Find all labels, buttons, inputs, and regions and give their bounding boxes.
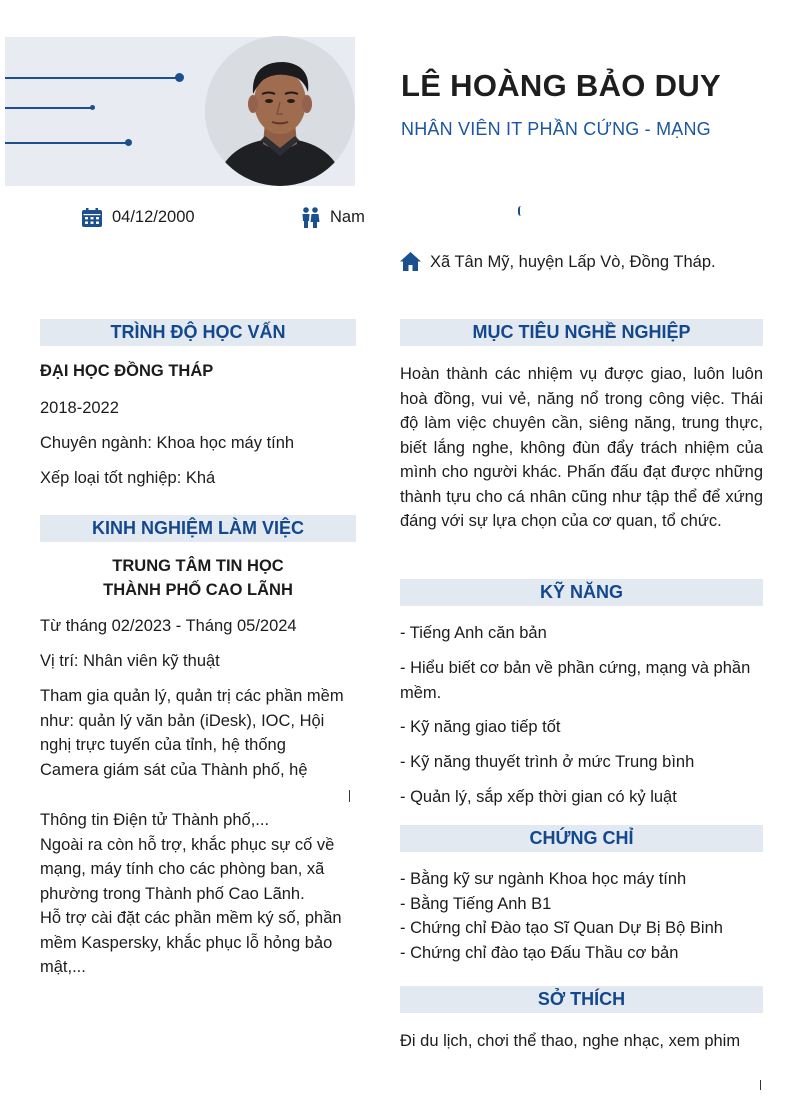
experience-heading: KINH NGHIỆM LÀM VIỆC [40, 515, 356, 542]
stray-mark [349, 790, 350, 802]
skill-item: - Kỹ năng giao tiếp tốt [400, 718, 561, 736]
education-grade: Xếp loại tốt nghiệp: Khá [40, 469, 216, 487]
decorative-line [5, 107, 93, 109]
certificate-item: - Chứng chỉ đào tạo Đấu Thầu cơ bản [400, 943, 679, 962]
company-name-line1: TRUNG TÂM TIN HỌC [112, 557, 284, 575]
people-icon [300, 206, 320, 228]
description-line: Thông tin Điện tử Thành phố,... [40, 811, 270, 829]
work-description-part2 [40, 808, 358, 980]
calendar-icon [82, 207, 102, 227]
certificate-item: - Bằng Tiếng Anh B1 [400, 894, 552, 913]
hobbies-heading: SỞ THÍCH [400, 986, 763, 1013]
person-name: LÊ HOÀNG BẢO DUY [401, 68, 721, 103]
description-line: mềm Kaspersky, khắc phục lỗ hỏng bảo [40, 933, 333, 952]
decorative-dot [125, 139, 132, 146]
description-line: Hỗ trợ cài đặt các phần mềm ký số, phần [40, 909, 342, 927]
certificates-list [400, 867, 763, 965]
skill-item: - Hiểu biết cơ bản về phần cứng, mạng và phần mềm. [400, 659, 751, 702]
description-line: mật,... [40, 958, 86, 976]
certificate-item: - Chứng chỉ Đào tạo Sĩ Quan Dự Bị Bộ Binh [400, 919, 723, 937]
skill-item: - Tiếng Anh căn bản [400, 624, 547, 642]
description-line: Camera giám sát của Thành phố, hệ [40, 760, 308, 779]
description-line: phường trong Thành phố Cao Lãnh. [40, 884, 305, 903]
description-line: Tham gia quản lý, quản trị các phần mềm [40, 687, 344, 705]
objective-text: Hoàn thành các nhiệm vụ được giao, luôn luôn hoà đồng, vui vẻ, năng nổ trong công việc. Thái độ làm việc chuyên cần, siêng năng, trung thực, biết lắng nghe, không đùn đẩy trách nhiệm của mình cho người khác. Phấn đấu đạt được những thành tựu cho cá nhân cũng như tập thể để xứng đáng với sự lựa chọn của cơ quan, tổ chức. [400, 365, 763, 530]
description-line: nghị trực tuyến của tỉnh, hệ thống [40, 736, 286, 754]
profile-photo [205, 36, 355, 186]
description-line: Ngoài ra còn hỗ trợ, khắc phục sự cố về [40, 835, 335, 854]
description-line: mạng, máy tính cho các phòng ban, xã [40, 860, 325, 878]
education-years: 2018-2022 [40, 399, 119, 417]
stray-mark [518, 206, 523, 216]
company-name-line2: THÀNH PHỐ CAO LÃNH [103, 581, 293, 599]
education-major: Chuyên ngành: Khoa học máy tính [40, 434, 295, 452]
certificate-item: - Bằng kỹ sư ngành Khoa học máy tính [400, 870, 687, 888]
certificates-heading: CHỨNG CHỈ [400, 825, 763, 852]
stray-mark [760, 1080, 761, 1090]
decorative-dot [175, 73, 184, 82]
job-title: NHÂN VIÊN IT PHẦN CỨNG - MẠNG [401, 119, 711, 139]
education-heading: TRÌNH ĐỘ HỌC VẤN [40, 319, 356, 346]
decorative-line [5, 142, 130, 144]
home-icon [399, 251, 421, 271]
description-line: như: quản lý văn bản (iDesk), IOC, Hội [40, 711, 325, 730]
school-name: ĐẠI HỌC ĐỒNG THÁP [40, 362, 214, 380]
hobbies-text: Đi du lịch, chơi thể thao, nghe nhạc, xem phim [400, 1032, 741, 1050]
skill-item: - Kỹ năng thuyết trình ở mức Trung bình [400, 753, 695, 771]
decorative-line [5, 77, 180, 79]
work-position: Vị trí: Nhân viên kỹ thuật [40, 652, 220, 670]
decorative-dot [90, 105, 95, 110]
work-description-part1 [40, 684, 358, 788]
gender: Nam [330, 208, 365, 226]
address: Xã Tân Mỹ, huyện Lấp Vò, Đồng Tháp. [430, 253, 716, 271]
skills-heading: KỸ NĂNG [400, 579, 763, 606]
birthdate: 04/12/2000 [112, 208, 195, 226]
skill-item: - Quản lý, sắp xếp thời gian có kỷ luật [400, 788, 677, 806]
work-period: Từ tháng 02/2023 - Tháng 05/2024 [40, 617, 297, 635]
objective-heading: MỤC TIÊU NGHỀ NGHIỆP [400, 319, 763, 346]
